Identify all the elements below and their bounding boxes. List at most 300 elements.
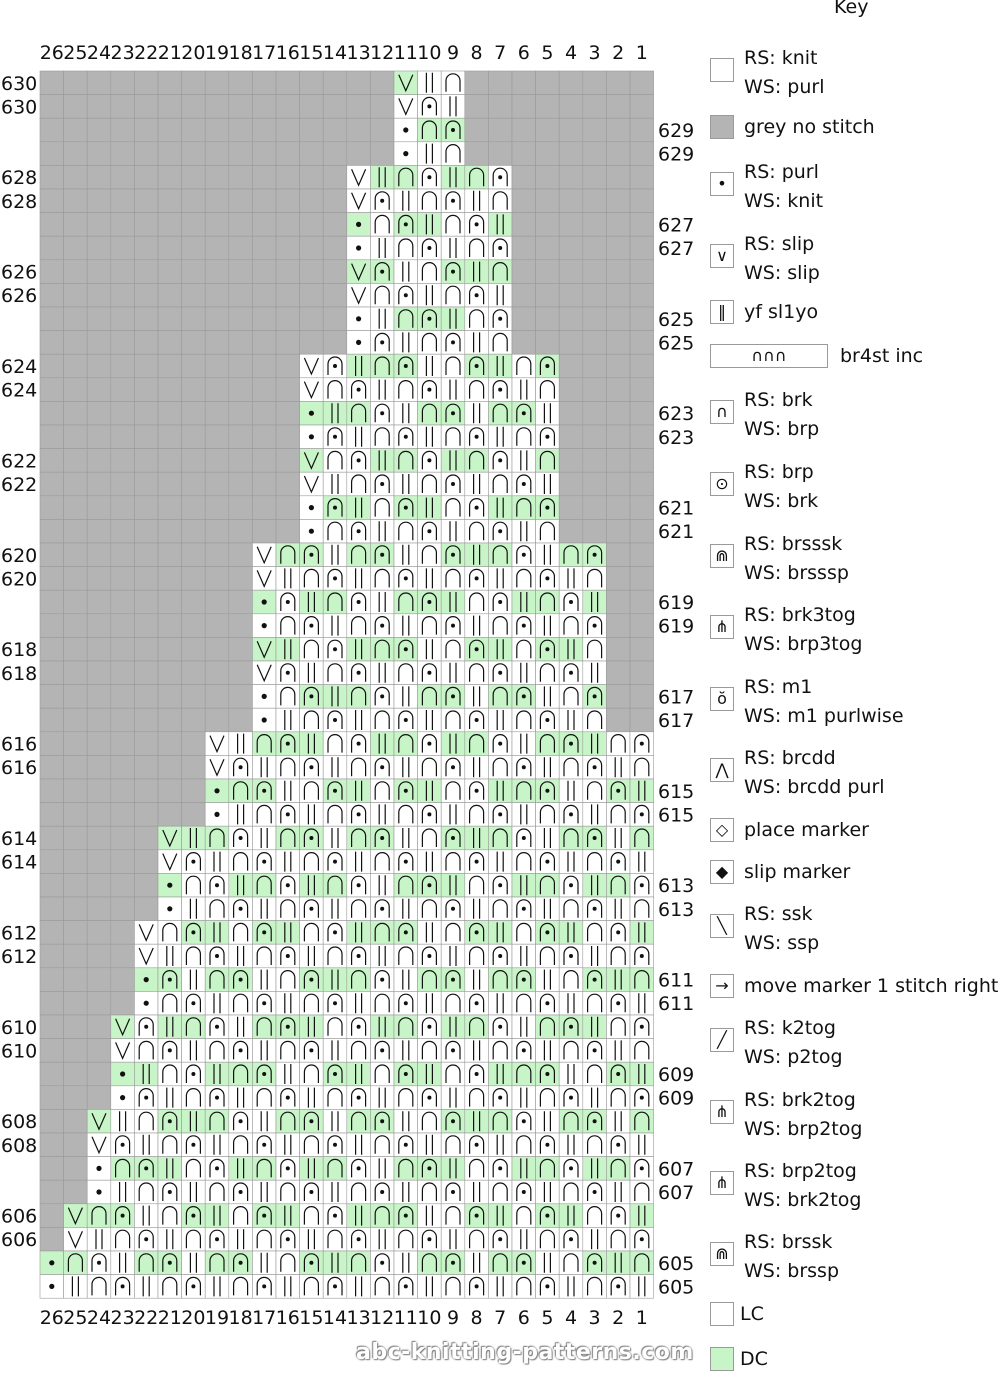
chart-cell: [559, 71, 583, 95]
chart-cell: [630, 425, 654, 449]
chart-cell: [370, 165, 394, 189]
chart-cell: [512, 944, 536, 968]
chart-cell: [252, 1086, 276, 1110]
chart-cell: [512, 1086, 536, 1110]
brp-dot: [427, 458, 431, 462]
chart-cell: [583, 354, 607, 378]
chart-cell: [252, 1109, 276, 1133]
brp-dot: [309, 1261, 313, 1265]
chart-cell: [134, 449, 158, 473]
chart-cell: [559, 1039, 583, 1063]
col-number-top: 14: [322, 42, 348, 64]
chart-cell: [323, 1086, 347, 1110]
chart-cell: [370, 1086, 394, 1110]
chart-cell: [40, 236, 64, 260]
chart-cell: [276, 1039, 300, 1063]
chart-cell: [488, 779, 512, 803]
chart-cell: [394, 1109, 418, 1133]
chart-cell: [583, 873, 607, 897]
chart-cell: [418, 708, 442, 732]
chart-cell: [87, 1015, 111, 1039]
chart-cell: [276, 519, 300, 543]
brp-dot: [262, 1214, 266, 1218]
brp-dot: [380, 270, 384, 274]
chart-cell: [606, 1086, 630, 1110]
key-label: RS: knit: [744, 47, 818, 69]
chart-cell: [441, 991, 465, 1015]
chart-cell: [323, 685, 347, 709]
chart-cell: [370, 661, 394, 685]
chart-cell: [134, 307, 158, 331]
row-number: 626: [1, 285, 38, 308]
brp-dot: [498, 600, 502, 604]
chart-cell: [64, 590, 88, 614]
place-marker-icon: ◇: [710, 818, 734, 842]
chart-cell: [323, 944, 347, 968]
chart-cell: [606, 425, 630, 449]
chart-cell: [158, 991, 182, 1015]
chart-cell: [158, 449, 182, 473]
chart-cell: [134, 71, 158, 95]
chart-cell: [536, 1086, 560, 1110]
chart-cell: [630, 826, 654, 850]
chart-cell: [111, 118, 135, 142]
chart-cell: [441, 449, 465, 473]
brp-dot: [191, 930, 195, 934]
brp-dot: [545, 435, 549, 439]
chart-cell: [252, 944, 276, 968]
chart-cell: [559, 968, 583, 992]
chart-cell: [205, 685, 229, 709]
chart-cell: [465, 543, 489, 567]
brp-dot: [357, 1166, 361, 1170]
chart-cell: [630, 543, 654, 567]
chart-cell: [512, 921, 536, 945]
chart-cell: [441, 1133, 465, 1157]
chart-cell: [158, 614, 182, 638]
chart-cell: [64, 1180, 88, 1204]
chart-cell: [583, 142, 607, 166]
brp-dot: [498, 742, 502, 746]
chart-cell: [323, 449, 347, 473]
chart-cell: [536, 1109, 560, 1133]
chart-cell: [394, 826, 418, 850]
chart-cell: [512, 590, 536, 614]
chart-cell: [370, 567, 394, 591]
brp-dot: [498, 388, 502, 392]
chart-cell: [182, 71, 206, 95]
k2tog-icon: ╱: [710, 1028, 734, 1052]
chart-cell: [252, 1157, 276, 1181]
chart-cell: [583, 1015, 607, 1039]
chart-cell: [370, 991, 394, 1015]
chart-cell: [158, 496, 182, 520]
brp-dot: [451, 128, 455, 132]
chart-cell: [205, 1204, 229, 1228]
chart-cell: [347, 472, 371, 496]
chart-cell: [418, 496, 442, 520]
chart-cell: [418, 779, 442, 803]
chart-cell: [87, 401, 111, 425]
col-number-bottom: 20: [181, 1307, 206, 1329]
chart-cell: [300, 331, 324, 355]
chart-cell: [229, 165, 253, 189]
brp-dot: [262, 930, 266, 934]
brp-dot: [616, 1214, 620, 1218]
chart-cell: [536, 71, 560, 95]
col-number-top: 22: [134, 42, 159, 64]
col-number-top: 5: [541, 42, 554, 64]
purl-symbol: [144, 977, 149, 982]
chart-cell: [630, 71, 654, 95]
brp-dot: [239, 1048, 243, 1052]
chart-cell: [559, 1251, 583, 1275]
chart-cell: [394, 165, 418, 189]
brp-dot: [404, 222, 408, 226]
chart-cell: [347, 1062, 371, 1086]
chart-cell: [87, 283, 111, 307]
brp-dot: [404, 1072, 408, 1076]
chart-cell: [465, 1086, 489, 1110]
chart-cell: [370, 425, 394, 449]
chart-cell: [40, 732, 64, 756]
chart-cell: [370, 1227, 394, 1251]
chart-cell: [134, 732, 158, 756]
chart-cell: [182, 236, 206, 260]
chart-cell: [40, 968, 64, 992]
chart-cell: [606, 71, 630, 95]
chart-cell: [134, 1251, 158, 1275]
chart-cell: [40, 708, 64, 732]
row-number: 624: [1, 356, 38, 378]
col-number-bottom: 10: [417, 1307, 442, 1329]
chart-cell: [276, 189, 300, 213]
chart-cell: [87, 732, 111, 756]
chart-cell: [559, 543, 583, 567]
chart-cell: [606, 1157, 630, 1181]
key-label: WS: m1 purlwise: [744, 705, 904, 727]
chart-cell: [300, 213, 324, 237]
chart-cell: [205, 260, 229, 284]
chart-cell: [64, 637, 88, 661]
chart-cell: [182, 1015, 206, 1039]
chart-cell: [252, 519, 276, 543]
brp-dot: [451, 624, 455, 628]
chart-cell: [64, 1062, 88, 1086]
chart-cell: [347, 708, 371, 732]
chart-cell: [87, 1275, 111, 1299]
brp-dot: [498, 529, 502, 533]
chart-cell: [134, 118, 158, 142]
chart-cell: [536, 1157, 560, 1181]
chart-cell: [559, 755, 583, 779]
key-label: RS: brp: [744, 461, 814, 483]
brp-dot: [593, 1119, 597, 1123]
brp-dot: [522, 624, 526, 628]
chart-cell: [229, 425, 253, 449]
chart-cell: [394, 661, 418, 685]
brssk-icon: ⋒: [710, 1242, 734, 1266]
brp-dot: [191, 1001, 195, 1005]
chart-cell: [441, 944, 465, 968]
brp-dot: [522, 978, 526, 982]
brp-dot: [262, 860, 266, 864]
brp-dot: [262, 1284, 266, 1288]
chart-cell: [40, 449, 64, 473]
brp-dot: [144, 1025, 148, 1029]
chart-cell: [465, 826, 489, 850]
chart-cell: [606, 1227, 630, 1251]
chart-cell: [229, 1086, 253, 1110]
chart-cell: [630, 95, 654, 119]
brp-dot: [545, 860, 549, 864]
chart-cell: [40, 1133, 64, 1157]
chart-cell: [205, 425, 229, 449]
chart-cell: [488, 95, 512, 119]
chart-cell: [559, 449, 583, 473]
chart-cell: [64, 779, 88, 803]
chart-cell: [465, 1109, 489, 1133]
chart-cell: [347, 755, 371, 779]
chart-cell: [583, 189, 607, 213]
brp-dot: [404, 1143, 408, 1147]
chart-cell: [488, 283, 512, 307]
chart-cell: [182, 354, 206, 378]
brp-dot: [569, 600, 573, 604]
chart-cell: [134, 661, 158, 685]
chart-cell: [536, 590, 560, 614]
chart-cell: [158, 165, 182, 189]
chart-cell: [347, 118, 371, 142]
chart-cell: [441, 873, 465, 897]
chart-cell: [252, 732, 276, 756]
brp-dot: [593, 836, 597, 840]
col-number-top: 18: [228, 42, 253, 64]
chart-cell: [134, 260, 158, 284]
chart-cell: [229, 1204, 253, 1228]
chart-cell: [229, 95, 253, 119]
key-label: DC: [740, 1348, 768, 1370]
row-number: 630: [1, 96, 38, 119]
brp-dot: [593, 1190, 597, 1194]
chart-cell: [40, 921, 64, 945]
chart-cell: [87, 708, 111, 732]
brp-dot: [191, 1072, 195, 1076]
chart-cell: [370, 1062, 394, 1086]
col-number-top: 19: [204, 42, 230, 64]
chart-cell: [323, 331, 347, 355]
row-number: 618: [1, 662, 38, 685]
chart-cell: [87, 95, 111, 119]
chart-cell: [418, 685, 442, 709]
chart-cell: [134, 1039, 158, 1063]
chart-cell: [158, 354, 182, 378]
chart-cell: [394, 543, 418, 567]
chart-cell: [512, 1157, 536, 1181]
chart-cell: [205, 449, 229, 473]
col-number-top: 16: [275, 42, 300, 64]
chart-cell: [347, 897, 371, 921]
chart-cell: [323, 142, 347, 166]
chart-cell: [512, 142, 536, 166]
chart-cell: [205, 590, 229, 614]
brp-dot: [616, 1284, 620, 1288]
brp-dot: [404, 789, 408, 793]
chart-cell: [111, 590, 135, 614]
brp-dot: [262, 1143, 266, 1147]
chart-cell: [488, 991, 512, 1015]
brp-dot: [451, 907, 455, 911]
chart-cell: [64, 236, 88, 260]
chart-cell: [205, 921, 229, 945]
key-label: grey no stitch: [744, 116, 875, 138]
chart-cell: [606, 1180, 630, 1204]
brp-dot: [215, 954, 219, 958]
chart-cell: [40, 1204, 64, 1228]
brp-dot: [640, 1237, 644, 1241]
chart-cell: [323, 732, 347, 756]
brp-dot: [333, 506, 337, 510]
chart-cell: [559, 165, 583, 189]
chart-cell: [40, 850, 64, 874]
brp-dot: [427, 175, 431, 179]
chart-cell: [134, 425, 158, 449]
brp-dot: [144, 1237, 148, 1241]
chart-cell: [111, 71, 135, 95]
chart-cell: [606, 496, 630, 520]
brp-icon: ⊙: [710, 472, 734, 496]
row-number: 617: [658, 686, 695, 709]
row-number: 620: [1, 544, 38, 567]
chart-cell: [536, 307, 560, 331]
chart-cell: [134, 472, 158, 496]
chart-cell: [300, 661, 324, 685]
chart-cell: [40, 897, 64, 921]
purl-symbol: [214, 812, 219, 817]
col-number-top: 2: [612, 42, 625, 64]
chart-cell: [441, 425, 465, 449]
brp-dot: [404, 930, 408, 934]
chart-cell: [630, 614, 654, 638]
chart-cell: [158, 944, 182, 968]
key-label: WS: brk: [744, 490, 819, 512]
chart-cell: [64, 1015, 88, 1039]
chart-cell: [134, 1133, 158, 1157]
brp-dot: [545, 930, 549, 934]
chart-cell: [583, 944, 607, 968]
brp-dot: [168, 1190, 172, 1194]
chart-cell: [630, 1180, 654, 1204]
brp-dot: [309, 836, 313, 840]
chart-cell: [87, 590, 111, 614]
brp-dot: [286, 954, 290, 958]
brp-dot: [357, 812, 361, 816]
chart-cell: [394, 519, 418, 543]
brp-dot: [215, 883, 219, 887]
chart-cell: [205, 1109, 229, 1133]
brp-dot: [522, 553, 526, 557]
chart-cell: [87, 213, 111, 237]
chart-cell: [40, 661, 64, 685]
chart-cell: [182, 614, 206, 638]
brp-dot: [498, 458, 502, 462]
chart-cell: [276, 142, 300, 166]
chart-cell: [488, 1180, 512, 1204]
chart-cell: [394, 803, 418, 827]
chart-cell: [205, 991, 229, 1015]
brp-dot: [215, 1096, 219, 1100]
chart-cell: [158, 1275, 182, 1299]
chart-cell: [323, 519, 347, 543]
chart-cell: [512, 732, 536, 756]
brp-dot: [498, 1025, 502, 1029]
chart-cell: [182, 425, 206, 449]
chart-cell: [465, 1251, 489, 1275]
chart-cell: [536, 614, 560, 638]
brp-dot: [239, 1261, 243, 1265]
col-number-bottom: 17: [252, 1307, 277, 1329]
chart-cell: [134, 614, 158, 638]
chart-cell: [323, 873, 347, 897]
purl-symbol: [120, 1095, 125, 1100]
chart-cell: [370, 213, 394, 237]
yf-sl1yo-icon: ‖: [710, 300, 734, 324]
chart-cell: [87, 779, 111, 803]
chart-cell: [559, 921, 583, 945]
chart-cell: [606, 142, 630, 166]
chart-cell: [252, 354, 276, 378]
brp-dot: [569, 1166, 573, 1170]
brp-dot: [475, 1072, 479, 1076]
chart-cell: [630, 921, 654, 945]
chart-cell: [276, 213, 300, 237]
chart-cell: [205, 567, 229, 591]
chart-cell: [111, 661, 135, 685]
chart-cell: [323, 590, 347, 614]
chart-cell: [488, 685, 512, 709]
chart-cell: [276, 1109, 300, 1133]
chart-cell: [630, 142, 654, 166]
chart-cell: [111, 968, 135, 992]
chart-cell: [205, 1180, 229, 1204]
chart-cell: [559, 142, 583, 166]
chart-cell: [583, 708, 607, 732]
chart-cell: [87, 567, 111, 591]
chart-cell: [111, 307, 135, 331]
chart-cell: [64, 661, 88, 685]
chart-cell: [158, 732, 182, 756]
chart-cell: [630, 850, 654, 874]
brp-dot: [569, 812, 573, 816]
chart-cell: [559, 1133, 583, 1157]
chart-cell: [229, 921, 253, 945]
col-number-top: 17: [252, 42, 277, 64]
chart-cell: [488, 71, 512, 95]
chart-cell: [64, 1039, 88, 1063]
brp-dot: [404, 364, 408, 368]
chart-cell: [64, 1251, 88, 1275]
chart-cell: [111, 496, 135, 520]
row-number: 616: [1, 757, 38, 780]
chart-cell: [134, 331, 158, 355]
brp-dot: [380, 694, 384, 698]
brp-dot: [640, 1166, 644, 1170]
row-number: 627: [658, 214, 695, 237]
chart-cell: [134, 1204, 158, 1228]
chart-cell: [64, 921, 88, 945]
chart-cell: [158, 425, 182, 449]
brp-dot: [357, 388, 361, 392]
